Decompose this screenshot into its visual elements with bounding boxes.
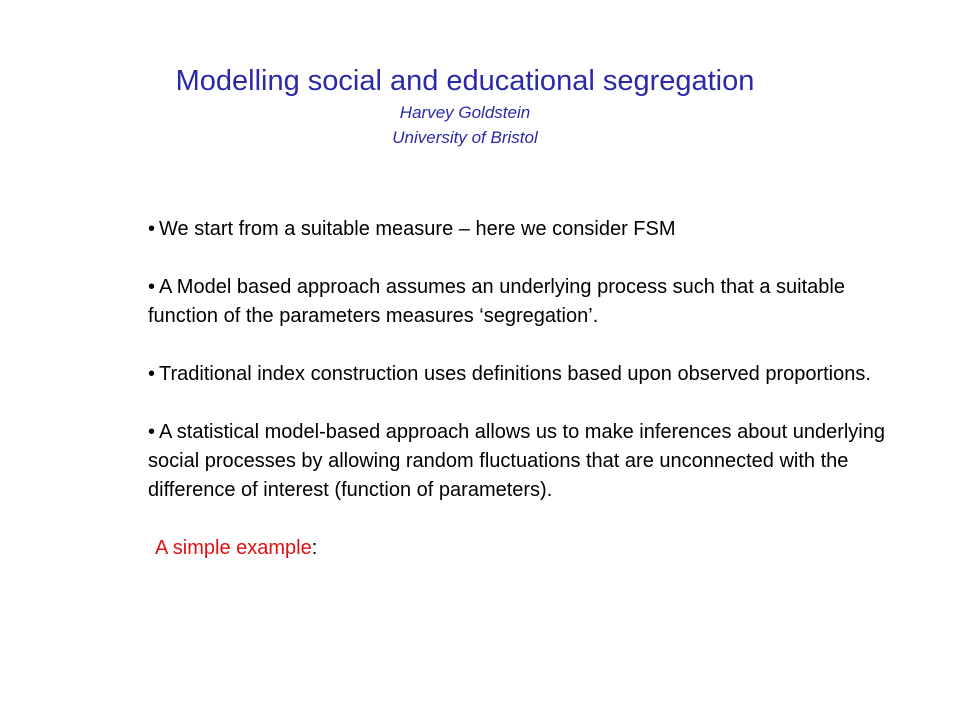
bullet-item — [148, 418, 888, 505]
example-colon: : — [311, 537, 318, 559]
bullet-marker: • — [148, 276, 156, 298]
example-heading — [148, 534, 888, 563]
bullet-text: A statistical model-based approach allows us to make inferences about underlying social processes by allowing random fluctuations that are unconnected with the difference of interest (function of parameters). — [148, 421, 885, 501]
bullet-marker: • — [148, 218, 156, 240]
bullet-item — [148, 215, 888, 244]
bullet-text: We start from a suitable measure – here we consider FSM — [159, 218, 676, 240]
bullet-marker: • — [148, 421, 156, 443]
bullet-list — [148, 215, 888, 563]
author-affiliation: University of Bristol — [392, 128, 538, 147]
bullet-item — [148, 360, 888, 389]
bullet-item — [148, 273, 888, 331]
slide-title: Modelling social and educational segregation — [175, 65, 755, 97]
author-name: Harvey Goldstein — [399, 103, 531, 122]
bullet-marker: • — [148, 363, 156, 385]
bullet-text: Traditional index construction uses definitions based upon observed proportions. — [159, 363, 871, 385]
example-label: A simple example — [155, 537, 312, 559]
bullet-text: A Model based approach assumes an underlying process such that a suitable function of the parameters measures ‘segregation’. — [148, 276, 845, 327]
